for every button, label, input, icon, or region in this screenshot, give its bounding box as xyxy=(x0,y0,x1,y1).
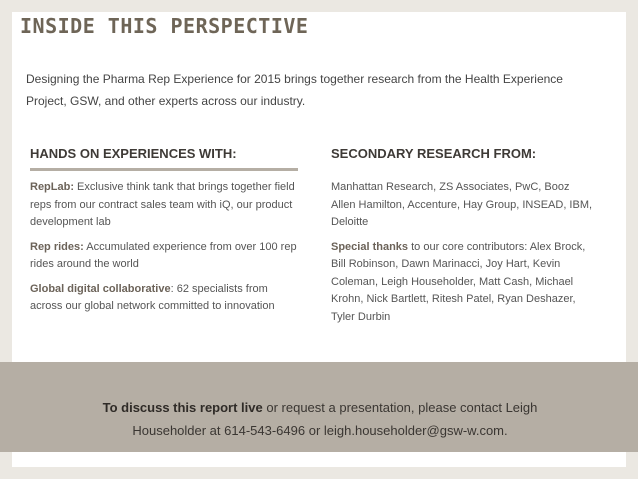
rep-rides-item xyxy=(30,239,298,274)
contact-label: To discuss this report live xyxy=(102,400,263,415)
hands-on-column xyxy=(30,146,298,323)
global-collaborative-text: : 62 specialists from across our global network committed to innovation xyxy=(30,282,275,312)
special-thanks xyxy=(331,239,593,327)
replab-label: RepLab: xyxy=(30,181,74,193)
secondary-research-heading: SECONDARY RESEARCH FROM: xyxy=(331,146,537,161)
intro-paragraph: Designing the Pharma Rep Experience for 2015 brings together research from the Health Experience Project, GSW, and other experts across our industry. xyxy=(26,72,563,108)
page-title: INSIDE THIS PERSPECTIVE xyxy=(20,14,309,38)
global-collaborative-label: Global digital collaborative xyxy=(30,282,171,295)
secondary-research-column xyxy=(331,146,593,333)
special-thanks-label: Special thanks xyxy=(331,240,409,253)
rep-rides-text: Accumulated experience from over 100 rep rides around the world xyxy=(30,240,297,270)
contact-text: or request a presentation, please contact Leigh Householder at 614-543-6496 or leigh.householder@gsw-w.com. xyxy=(132,400,538,438)
special-thanks-text: to our core contributors: Alex Brock, Bill Robinson, Dawn Marinacci, Joy Hart, Kevin Coleman, Leigh Householder, Matt Cash, Michael Krohn, Nick Bartlett, Ritesh Patel, Ryan Deshazer, Tyler Durbin xyxy=(331,240,586,323)
rep-rides-label: Rep rides: xyxy=(30,240,84,253)
hands-on-heading: HANDS ON EXPERIENCES WITH: xyxy=(30,146,298,171)
contact-info xyxy=(80,396,560,442)
research-sources: Manhattan Research, ZS Associates, PwC, Booz Allen Hamilton, Accenture, Hay Group, INSEAD, IBM, Deloitte xyxy=(331,181,593,228)
global-collaborative-item xyxy=(30,281,298,316)
replab-text: Exclusive think tank that brings together field reps from our contract sales team with iQ, our product development lab xyxy=(30,181,295,228)
replab-item xyxy=(30,179,298,232)
